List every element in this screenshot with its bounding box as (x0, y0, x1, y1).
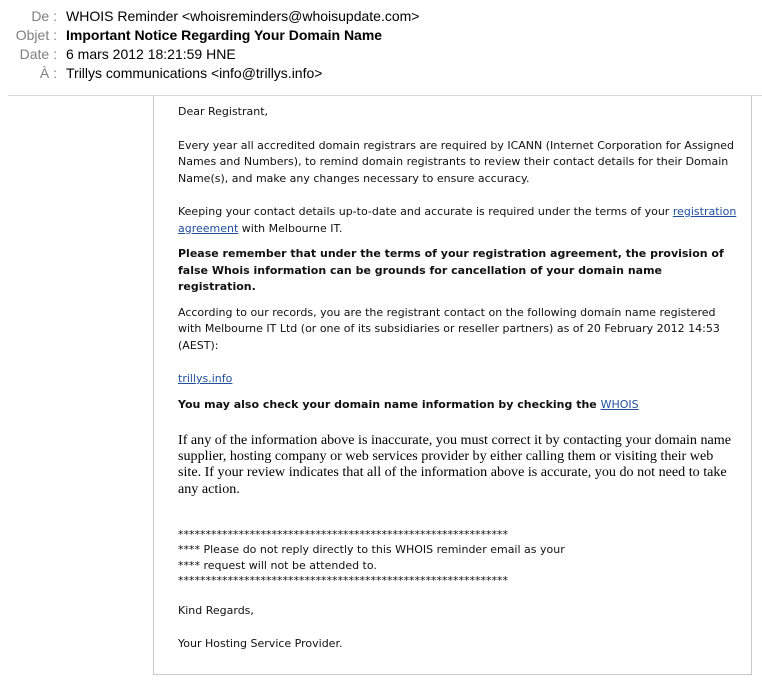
agreement-paragraph (178, 204, 738, 237)
no-reply-notice (178, 527, 738, 589)
date-row: Date : 6 mars 2012 18:21:59 HNE (19, 46, 236, 62)
inaccurate-paragraph: If any of the information above is inaccurate, you must correct it by contacting your domain name supplier, hosting company or web services provider by either calling them or visiting their web site. If your review indicates that all of the information above is accurate, you do not need to take any action. (178, 432, 732, 497)
subject-row: Objet : Important Notice Regarding Your Domain Name (15, 27, 383, 43)
from-label: De (31, 8, 50, 24)
whois-check-paragraph (178, 397, 738, 414)
registration-agreement-link[interactable]: registration agreement (178, 205, 737, 235)
from-row: De : WHOIS Reminder <whoisreminders@whoisupdate.com> (31, 8, 420, 24)
email-header (0, 7, 762, 83)
whois-check-text: You may also check your domain name information by checking the (178, 397, 601, 411)
subject-value: Important Notice Regarding Your Domain Name (66, 27, 383, 43)
signature: Your Hosting Service Provider. (178, 637, 343, 651)
notice-line-2: **** Please do not reply directly to this WHOIS reminder email as your (178, 543, 565, 557)
date-value: 6 mars 2012 18:21:59 HNE (66, 46, 236, 62)
domain-link[interactable]: trillys.info (178, 372, 233, 385)
domain-link-row (178, 371, 738, 388)
to-label: À (39, 65, 50, 81)
subject-label: Objet (15, 27, 50, 43)
whois-link[interactable]: WHOIS (600, 397, 639, 411)
records-paragraph: According to our records, you are the registrant contact on the following domain name registered with Melbourne IT Ltd (or one of its subsidiaries or reseller partners) as of 20 February 2012 14:53 (AEST): (178, 305, 720, 352)
notice-line-1: ************************************************************ (178, 527, 508, 541)
notice-line-4: ************************************************************ (178, 574, 508, 588)
warning-paragraph: Please remember that under the terms of your registration agreement, the provision of false Whois information can be grounds for cancellation of your domain name registration. (178, 247, 724, 293)
closing: Kind Regards, (178, 603, 254, 617)
message-body-frame (153, 96, 752, 675)
date-label: Date (19, 46, 50, 62)
agreement-text-before: Keeping your contact details up-to-date and accurate is required under the terms of your (178, 205, 673, 218)
notice-line-3: **** request will not be attended to. (178, 558, 377, 572)
from-value[interactable]: WHOIS Reminder <whoisreminders@whoisupdate.com> (66, 8, 420, 24)
agreement-text-after: with Melbourne IT. (238, 221, 343, 235)
intro-paragraph: Every year all accredited domain registrars are required by ICANN (Internet Corporation for Assigned Names and Numbers), to remind domain registrants to review their contact details for their Domain Name(s), and make any changes necessary to ensure accuracy. (178, 138, 735, 185)
message-content (178, 104, 738, 653)
greeting: Dear Registrant, (178, 105, 269, 118)
to-row: À : Trillys communications <info@trillys.info> (39, 65, 323, 81)
to-value[interactable]: Trillys communications <info@trillys.info> (66, 65, 323, 81)
